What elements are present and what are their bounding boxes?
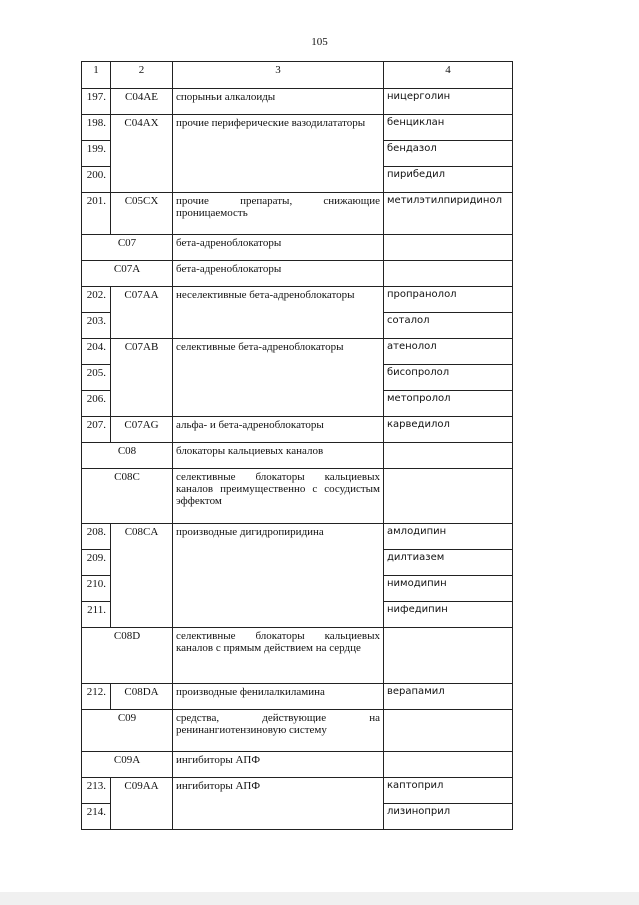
bottom-scan-edge — [0, 892, 639, 905]
group-description: блокаторы кальциевых каналов — [173, 443, 384, 469]
drug-name: бендазол — [384, 141, 513, 167]
atc-code: C08D — [82, 628, 173, 684]
group-description: средства, действующие на ренинангиотензиновую систему — [173, 710, 384, 752]
table-row — [82, 193, 513, 235]
row-number: 199. — [82, 141, 111, 167]
group-description: прочие препараты, снижающие проницаемость — [173, 193, 384, 235]
row-number: 206. — [82, 391, 111, 417]
group-row — [82, 469, 513, 524]
group-description: прочие периферические вазодилататоры — [173, 115, 384, 193]
drug-name — [384, 443, 513, 469]
atc-code: C04AX — [111, 115, 173, 193]
atc-code: C08CA — [111, 524, 173, 628]
group-row — [82, 710, 513, 752]
drug-name — [384, 628, 513, 684]
row-number: 203. — [82, 313, 111, 339]
drug-name: метилэтилпиридинол — [384, 193, 513, 235]
row-number: 201. — [82, 193, 111, 235]
group-row — [82, 628, 513, 684]
atc-code: C09A — [82, 752, 173, 778]
atc-code: C07AA — [111, 287, 173, 339]
header-col-1: 1 — [82, 62, 111, 89]
header-col-2: 2 — [111, 62, 173, 89]
atc-code: C08 — [82, 443, 173, 469]
row-number: 210. — [82, 576, 111, 602]
group-description: спорыньи алкалоиды — [173, 89, 384, 115]
atc-code: C07AG — [111, 417, 173, 443]
drug-name — [384, 469, 513, 524]
group-row — [82, 261, 513, 287]
atc-code: C09AA — [111, 778, 173, 830]
group-description: селективные бета-адреноблокаторы — [173, 339, 384, 417]
drug-name — [384, 235, 513, 261]
row-number: 211. — [82, 602, 111, 628]
drug-name — [384, 710, 513, 752]
group-row — [82, 235, 513, 261]
group-description: производные дигидропиридина — [173, 524, 384, 628]
atc-code: C08DA — [111, 684, 173, 710]
row-number: 208. — [82, 524, 111, 550]
row-number: 212. — [82, 684, 111, 710]
drug-name — [384, 752, 513, 778]
row-number: 200. — [82, 167, 111, 193]
row-number: 204. — [82, 339, 111, 365]
drug-name: бисопролол — [384, 365, 513, 391]
row-number: 209. — [82, 550, 111, 576]
drug-name: соталол — [384, 313, 513, 339]
table-row — [82, 778, 513, 804]
table-row — [82, 684, 513, 710]
drug-name: каптоприл — [384, 778, 513, 804]
atc-code: C07 — [82, 235, 173, 261]
header-col-3: 3 — [173, 62, 384, 89]
group-description: ингибиторы АПФ — [173, 778, 384, 830]
atc-code: C04AE — [111, 89, 173, 115]
drug-name: пирибедил — [384, 167, 513, 193]
drug-name: нимодипин — [384, 576, 513, 602]
table-row — [82, 339, 513, 365]
table-row — [82, 115, 513, 141]
row-number: 205. — [82, 365, 111, 391]
row-number: 214. — [82, 804, 111, 830]
row-number: 207. — [82, 417, 111, 443]
row-number: 197. — [82, 89, 111, 115]
atc-code: C07AB — [111, 339, 173, 417]
drug-classification-table — [81, 61, 513, 830]
drug-name: метопролол — [384, 391, 513, 417]
atc-code: C05CX — [111, 193, 173, 235]
group-description: альфа- и бета-адреноблокаторы — [173, 417, 384, 443]
row-number: 202. — [82, 287, 111, 313]
table-header-row — [82, 62, 513, 89]
drug-name: верапамил — [384, 684, 513, 710]
drug-name: пропранолол — [384, 287, 513, 313]
drug-name: дилтиазем — [384, 550, 513, 576]
table-row — [82, 287, 513, 313]
group-row — [82, 443, 513, 469]
drug-name: ницерголин — [384, 89, 513, 115]
atc-code: C08C — [82, 469, 173, 524]
group-description: производные фенилалкиламина — [173, 684, 384, 710]
group-description: ингибиторы АПФ — [173, 752, 384, 778]
group-description: селективные блокаторы кальциевых каналов с прямым действием на сердце — [173, 628, 384, 684]
drug-name — [384, 261, 513, 287]
group-description: бета-адреноблокаторы — [173, 235, 384, 261]
table-row — [82, 417, 513, 443]
row-number: 198. — [82, 115, 111, 141]
drug-name: лизиноприл — [384, 804, 513, 830]
group-description: бета-адреноблокаторы — [173, 261, 384, 287]
group-description: неселективные бета-адреноблокаторы — [173, 287, 384, 339]
header-col-4: 4 — [384, 62, 513, 89]
table-row — [82, 524, 513, 550]
table-row — [82, 89, 513, 115]
group-row — [82, 752, 513, 778]
atc-code: C09 — [82, 710, 173, 752]
drug-name: бенциклан — [384, 115, 513, 141]
row-number: 213. — [82, 778, 111, 804]
drug-name: амлодипин — [384, 524, 513, 550]
drug-name: карведилол — [384, 417, 513, 443]
atc-code: C07A — [82, 261, 173, 287]
page-number: 105 — [311, 36, 328, 48]
drug-name: нифедипин — [384, 602, 513, 628]
drug-name: атенолол — [384, 339, 513, 365]
group-description: селективные блокаторы кальциевых каналов преимущественно с сосудистым эффектом — [173, 469, 384, 524]
